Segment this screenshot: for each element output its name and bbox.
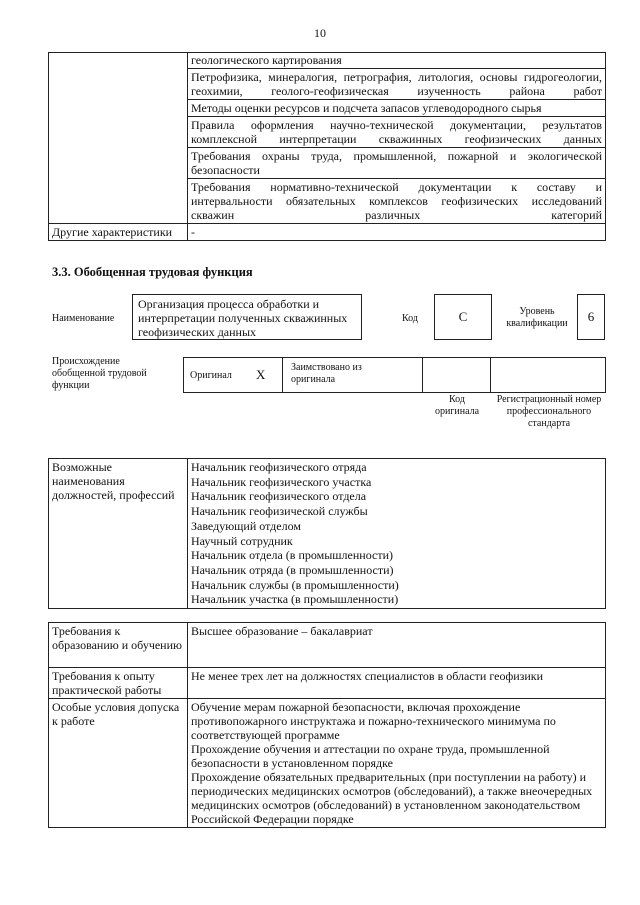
education-value: Высшее образование – бакалавриат [188,623,606,668]
origin-label: Происхождение обобщенной трудовой функции [52,356,147,391]
original-code-caption: Код оригинала [434,394,480,417]
special-conditions-label: Особые условия допуска к работе [49,699,188,828]
other-characteristics-value: - [188,224,606,241]
experience-label: Требования к опыту практической работы [49,668,188,699]
list-item: Начальник геофизического отдела [191,489,367,504]
code-label: Код [402,313,418,324]
reg-number-caption: Регистрационный номер профессионального стандарта [496,394,602,429]
list-item: Начальник отдела (в промышленности) [191,548,393,563]
experience-value: Не менее трех лет на должностях специалистов в области геофизики [188,668,606,699]
positions-label: Возможные наименования должностей, профессий [49,459,188,609]
condition-item: Прохождение обучения и аттестации по охране труда, промышленной безопасности в установленном порядке [191,742,550,770]
knowledge-row: геологического картирования [188,53,606,69]
knowledge-row: Правила оформления научно-технической документации, результатов комплексной интерпретации скважинных геофизических данных [188,117,606,148]
list-item: Начальник отряда (в промышленности) [191,562,394,577]
list-item: Начальник участка (в промышленности) [191,592,399,607]
other-characteristics-label: Другие характеристики [49,224,188,241]
knowledge-table [48,52,606,241]
condition-item: Обучение мерам пожарной безопасности, включая прохождение противопожарного инструктажа и пожарно-технического минимума по соответствующей программе [191,700,556,742]
list-item: Начальник геофизической службы [191,504,368,519]
original-code-cell [422,357,491,393]
list-item: Начальник службы (в промышленности) [191,577,399,592]
positions-table [48,458,606,609]
borrowed-label: Заимствовано из оригинала [291,362,362,385]
level-value: 6 [577,294,605,340]
function-name: Организация процесса обработки и интерпретации полученных скважинных геофизических данных [132,294,362,340]
code-value: C [434,294,492,340]
level-label: Уровень квалификации [506,306,568,329]
list-item: Заведующий отделом [191,518,301,533]
requirements-table [48,622,606,828]
borrowed-cell [282,357,423,393]
original-mark: X [256,367,266,382]
positions-list [188,459,606,609]
name-label: Наименование [52,313,115,324]
reg-number-cell [490,357,606,393]
page-number: 10 [314,26,326,40]
section-title: 3.3. Обобщенная трудовая функция [52,265,253,279]
list-item: Начальник геофизического участка [191,474,372,489]
condition-item: Прохождение обязательных предварительных (при поступлении на работу) и периодических медицинских осмотров (обследований), а также внеочередных медицинских осмотров (обследований) в установленном законодательством Российской Федерации порядке [191,770,593,826]
knowledge-row: Петрофизика, минералогия, петрография, литология, основы гидрогеологии, геохимии, геолого-геофизическая изученность района работ [188,69,606,100]
original-cell [183,357,283,393]
knowledge-label-cell [49,53,188,224]
special-conditions-value [188,699,606,828]
original-label: Оригинал [190,370,232,381]
list-item: Научный сотрудник [191,533,293,548]
knowledge-row: Методы оценки ресурсов и подсчета запасов углеводородного сырья [188,100,606,117]
knowledge-row: Требования нормативно-технической документации к составу и интервальности обязательных комплексов геофизических исследований скважин различных категорий [188,179,606,224]
knowledge-row: Требования охраны труда, промышленной, пожарной и экологической безопасности [188,148,606,179]
list-item: Начальник геофизического отряда [191,460,367,474]
education-label: Требования к образованию и обучению [49,623,188,668]
